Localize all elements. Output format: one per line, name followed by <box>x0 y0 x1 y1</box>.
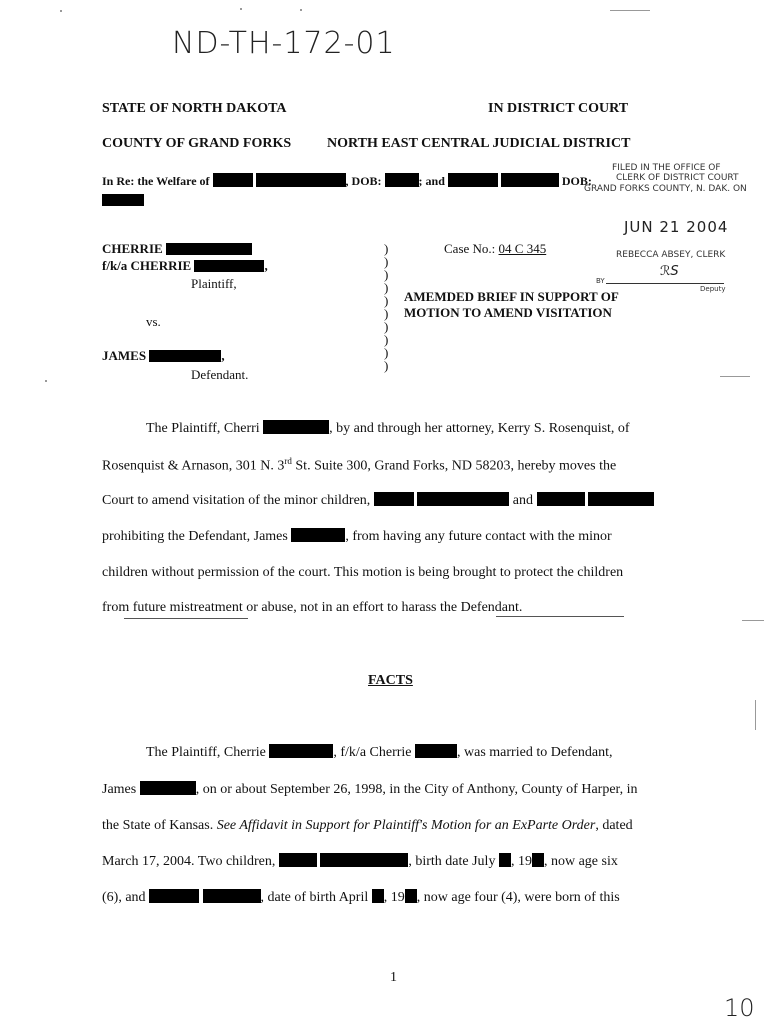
scan-speck <box>610 10 650 11</box>
redaction-block <box>320 853 408 867</box>
scan-speck <box>755 700 756 730</box>
scan-speck <box>742 620 764 621</box>
defendant-name: JAMES , <box>102 348 225 363</box>
plaintiff-first-name: CHERRIE <box>102 241 163 256</box>
facts-text: James <box>102 782 137 797</box>
filing-stamp-by: BY <box>596 277 605 285</box>
redaction-block <box>501 173 559 187</box>
facts-text: , 19 <box>383 890 405 905</box>
intro-line-3 <box>102 492 654 509</box>
redaction-block <box>291 528 345 542</box>
facts-text: The Plaintiff, Cherrie <box>146 745 266 760</box>
redaction-block <box>279 853 317 867</box>
redaction-block <box>499 853 511 867</box>
redaction-block <box>537 492 585 506</box>
facts-text: , dated <box>595 818 633 833</box>
filing-stamp-line3: GRAND FORKS COUNTY, N. DAK. ON <box>584 184 747 194</box>
and-label: ; and <box>418 174 445 188</box>
redaction-block <box>588 492 654 506</box>
redaction-block <box>263 420 329 434</box>
facts-text: March 17, 2004. Two children, <box>102 854 276 869</box>
facts-line-1 <box>146 744 613 761</box>
redaction-block <box>102 194 144 206</box>
intro-line-4 <box>102 528 612 545</box>
dob-label-2: DOB: <box>561 174 592 188</box>
in-re-label: In Re: the Welfare of <box>102 174 210 188</box>
intro-text: and <box>512 493 534 508</box>
county-heading: COUNTY OF GRAND FORKS <box>102 136 292 151</box>
ordinal-suffix: rd <box>284 456 292 466</box>
in-re-line <box>102 173 592 189</box>
intro-line-2 <box>102 456 616 475</box>
filing-stamp-clerk: REBECCA ABSEY, CLERK <box>616 250 726 260</box>
brief-title-line2: MOTION TO AMEND VISITATION <box>404 305 612 320</box>
plaintiff-fka: f/k/a CHERRIE , <box>102 258 268 273</box>
intro-text: Rosenquist & Arnason, 301 N. 3 <box>102 458 285 474</box>
scan-speck <box>60 10 62 12</box>
scan-speck <box>240 8 242 10</box>
fka-label: f/k/a CHERRIE <box>102 258 192 273</box>
redaction-block <box>213 173 253 187</box>
caption-separator: ) ) ) ) ) ) ) ) ) ) <box>384 241 389 373</box>
facts-text: (6), and <box>102 890 146 905</box>
facts-heading: FACTS <box>368 673 413 688</box>
redaction-block <box>194 260 264 272</box>
facts-text: the State of Kansas. <box>102 818 217 833</box>
redaction-block <box>140 781 196 795</box>
scan-speck <box>45 380 47 382</box>
filing-stamp-line1: FILED IN THE OFFICE OF <box>612 163 721 173</box>
intro-line-6: from future mistreatment or abuse, not in an effort to harass the Defendant. <box>102 600 523 615</box>
underline-mark <box>124 618 248 619</box>
facts-line-4 <box>102 853 618 870</box>
intro-text: St. Suite 300, Grand Forks, ND 58203, hereby moves the <box>291 458 617 474</box>
plaintiff-label: Plaintiff, <box>191 276 237 291</box>
scan-speck <box>300 9 302 11</box>
deputy-initials-mark: ℛS <box>660 264 679 279</box>
facts-text: , 19 <box>510 854 532 869</box>
intro-text: , by and through her attorney, Kerry S. Rosenquist, of <box>329 421 630 436</box>
intro-text: prohibiting the Defendant, James <box>102 529 288 544</box>
intro-text: , from having any future contact with the minor <box>345 529 612 544</box>
scan-speck <box>720 376 750 377</box>
state-heading: STATE OF NORTH DAKOTA <box>102 101 287 116</box>
plaintiff-name <box>102 241 252 257</box>
redaction-block <box>532 853 544 867</box>
redaction-block <box>374 492 414 506</box>
facts-text: , was married to Defendant, <box>457 745 613 760</box>
redaction-block <box>448 173 498 187</box>
intro-text: The Plaintiff, Cherri <box>146 421 260 436</box>
case-number-value: 04 C 345 <box>498 241 547 256</box>
facts-line-3 <box>102 818 633 834</box>
facts-text: , date of birth April <box>260 890 369 905</box>
redaction-block <box>372 889 384 903</box>
case-number-label: Case No.: <box>444 241 496 256</box>
facts-text: , birth date July <box>408 854 496 869</box>
underline-mark <box>496 616 624 617</box>
affidavit-citation: See Affidavit in Support for Plaintiff's Motion for an ExParte Order <box>216 818 596 833</box>
redaction-block <box>256 173 346 187</box>
facts-text: , f/k/a Cherrie <box>333 745 412 760</box>
filing-stamp-date: JUN 21 2004 <box>624 218 729 236</box>
corner-handwritten-mark: 10 <box>724 994 755 1022</box>
redaction-block <box>405 889 417 903</box>
redaction-block <box>417 492 509 506</box>
intro-text: Court to amend visitation of the minor children, <box>102 493 371 508</box>
filing-stamp-line2: CLERK OF DISTRICT COURT <box>616 173 739 183</box>
redaction-block <box>415 744 457 758</box>
facts-text: , on or about September 26, 1998, in the City of Anthony, County of Harper, in <box>195 782 638 797</box>
case-number-line <box>444 241 546 257</box>
intro-line-1 <box>146 420 630 437</box>
redaction-block <box>166 243 252 255</box>
facts-line-5 <box>102 889 620 906</box>
court-heading: IN DISTRICT COURT <box>488 101 629 116</box>
district-heading: NORTH EAST CENTRAL JUDICIAL DISTRICT <box>327 136 631 151</box>
redaction-block <box>269 744 333 758</box>
filing-stamp-deputy: Deputy <box>700 285 726 293</box>
dob-label: , DOB: <box>345 174 382 188</box>
defendant-label: Defendant. <box>191 367 249 382</box>
redaction-block <box>385 173 419 187</box>
redaction-block <box>149 350 221 362</box>
redaction-block <box>203 889 261 903</box>
brief-title-line1: AMEMDED BRIEF IN SUPPORT OF <box>404 289 619 304</box>
facts-text: , now age four (4), were born of this <box>416 890 620 905</box>
defendant-first-name: JAMES <box>102 348 147 363</box>
facts-text: , now age six <box>543 854 618 869</box>
redaction-block <box>149 889 199 903</box>
intro-line-5: children without permission of the court. This motion is being brought to protect the children <box>102 565 624 580</box>
versus-label: vs. <box>146 314 161 329</box>
facts-line-2 <box>102 781 638 798</box>
handwritten-document-code: ND-TH-172-01 <box>172 26 396 61</box>
in-re-line-2 <box>102 191 144 209</box>
page-number: 1 <box>390 970 397 985</box>
